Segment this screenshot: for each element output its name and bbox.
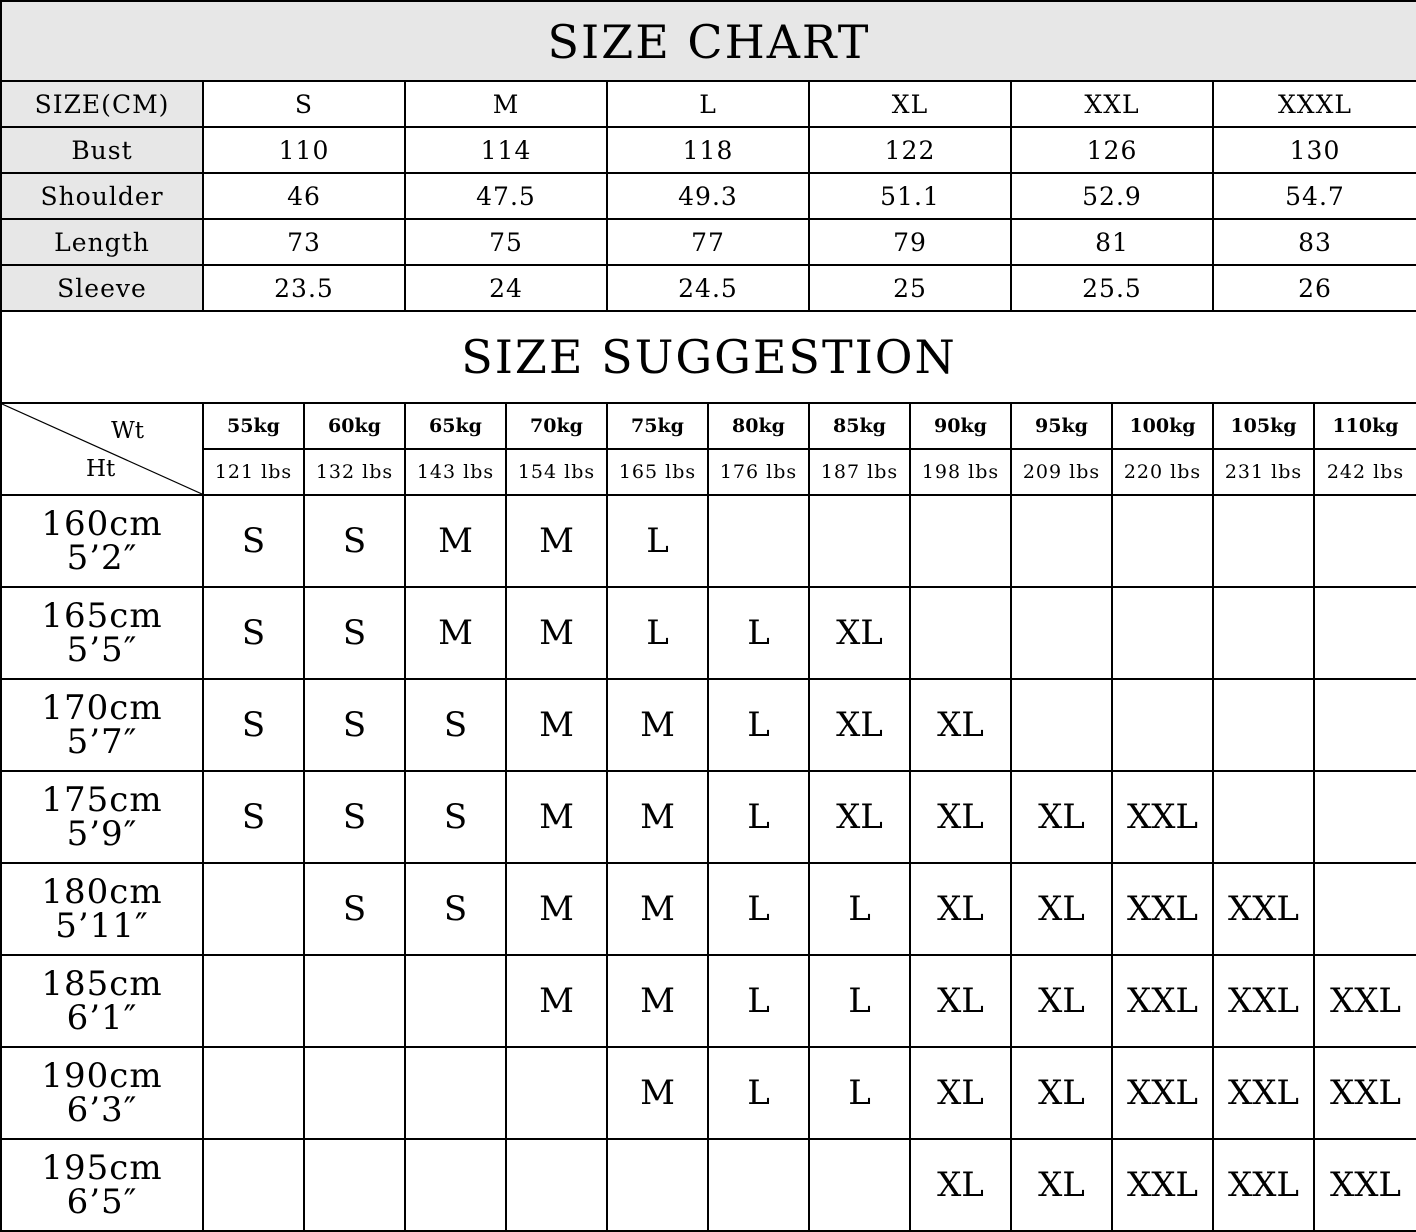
suggested-size-cell [1112, 679, 1213, 771]
suggested-size-cell: XXL [1213, 955, 1314, 1047]
size-suggestion-table [0, 402, 1416, 1232]
suggested-size-cell: XL [1011, 771, 1112, 863]
height-ft: 6’1″ [66, 998, 138, 1038]
suggested-size-cell: S [203, 679, 304, 771]
height-cm: 195cm [41, 1148, 163, 1188]
suggested-size-cell: L [708, 863, 809, 955]
suggested-size-cell [506, 1139, 607, 1231]
weight-lbs-header: 209 lbs [1011, 449, 1112, 495]
suggested-size-cell: XL [809, 679, 910, 771]
weight-kg-header: 80kg [708, 403, 809, 449]
suggested-size-cell [1314, 679, 1416, 771]
wt-ht-corner-cell [1, 403, 203, 495]
suggested-size-cell: L [607, 587, 708, 679]
weight-lbs-header: 165 lbs [607, 449, 708, 495]
suggested-size-cell: L [809, 955, 910, 1047]
height-row [1, 679, 1416, 771]
suggested-size-cell: S [304, 587, 405, 679]
suggested-size-cell [203, 955, 304, 1047]
weight-lbs-header: 231 lbs [1213, 449, 1314, 495]
suggested-size-cell [1112, 587, 1213, 679]
suggested-size-cell: XXL [1213, 863, 1314, 955]
height-cm: 170cm [41, 688, 163, 728]
suggested-size-cell: M [405, 587, 506, 679]
weight-kg-header: 75kg [607, 403, 708, 449]
measurement-label: Bust [1, 127, 203, 173]
size-chart-row [1, 265, 1416, 311]
suggested-size-cell: M [607, 955, 708, 1047]
height-cm: 190cm [41, 1056, 163, 1096]
height-label-cell [1, 495, 203, 587]
suggested-size-cell [1314, 587, 1416, 679]
measurement-value: 126 [1011, 127, 1213, 173]
weight-axis-label: Wt [111, 418, 144, 444]
suggested-size-cell: S [405, 863, 506, 955]
suggested-size-cell [1213, 679, 1314, 771]
suggested-size-cell: M [506, 955, 607, 1047]
measurement-value: 75 [405, 219, 607, 265]
suggested-size-cell [1213, 771, 1314, 863]
suggested-size-cell: XXL [1314, 1047, 1416, 1139]
weight-kg-header: 90kg [910, 403, 1011, 449]
size-chart-title: SIZE CHART [0, 0, 1416, 82]
size-chart-header-row [1, 81, 1416, 127]
suggested-size-cell: M [607, 1047, 708, 1139]
suggested-size-cell: L [708, 587, 809, 679]
measurement-value: 49.3 [607, 173, 809, 219]
measurement-value: 23.5 [203, 265, 405, 311]
suggested-size-cell: M [607, 863, 708, 955]
weight-kg-header: 100kg [1112, 403, 1213, 449]
suggested-size-cell [1112, 495, 1213, 587]
weight-lbs-header: 154 lbs [506, 449, 607, 495]
suggested-size-cell: XXL [1112, 771, 1213, 863]
suggested-size-cell [203, 1139, 304, 1231]
suggested-size-cell: XXL [1112, 955, 1213, 1047]
suggested-size-cell [607, 1139, 708, 1231]
weight-lbs-row [1, 449, 1416, 495]
suggested-size-cell: S [304, 771, 405, 863]
suggested-size-cell: XL [910, 863, 1011, 955]
weight-lbs-header: 220 lbs [1112, 449, 1213, 495]
suggested-size-cell: L [708, 955, 809, 1047]
size-column-header: XL [809, 81, 1011, 127]
suggested-size-cell: M [607, 679, 708, 771]
height-ft: 6’5″ [66, 1182, 138, 1222]
suggested-size-cell: S [405, 679, 506, 771]
height-ft: 5’9″ [66, 814, 138, 854]
height-cm: 185cm [41, 964, 163, 1004]
suggested-size-cell [1011, 679, 1112, 771]
suggested-size-cell: L [809, 863, 910, 955]
measurement-value: 73 [203, 219, 405, 265]
measurement-value: 52.9 [1011, 173, 1213, 219]
measurement-value: 25 [809, 265, 1011, 311]
size-chart-table [0, 80, 1416, 312]
measurement-value: 122 [809, 127, 1011, 173]
suggested-size-cell: XL [1011, 955, 1112, 1047]
suggested-size-cell [405, 1139, 506, 1231]
suggested-size-cell: XL [1011, 863, 1112, 955]
height-ft: 5’2″ [66, 538, 138, 578]
height-row [1, 771, 1416, 863]
suggested-size-cell: L [809, 1047, 910, 1139]
size-column-header: L [607, 81, 809, 127]
suggested-size-cell [506, 1047, 607, 1139]
suggested-size-cell: XL [910, 1047, 1011, 1139]
suggested-size-cell: XXL [1213, 1047, 1314, 1139]
suggested-size-cell [304, 955, 405, 1047]
suggested-size-cell: XL [1011, 1047, 1112, 1139]
height-row [1, 863, 1416, 955]
size-chart-row [1, 173, 1416, 219]
suggested-size-cell [1314, 495, 1416, 587]
height-ft: 5’11″ [55, 906, 149, 946]
suggested-size-cell [910, 495, 1011, 587]
suggested-size-cell: XL [910, 955, 1011, 1047]
suggested-size-cell: XL [910, 1139, 1011, 1231]
measurement-value: 51.1 [809, 173, 1011, 219]
suggested-size-cell [910, 587, 1011, 679]
suggested-size-cell: L [607, 495, 708, 587]
suggested-size-cell: M [506, 679, 607, 771]
measurement-value: 110 [203, 127, 405, 173]
height-cm: 160cm [41, 504, 163, 544]
measurement-value: 118 [607, 127, 809, 173]
suggested-size-cell [1213, 495, 1314, 587]
suggested-size-cell [809, 495, 910, 587]
suggested-size-cell: XXL [1112, 1139, 1213, 1231]
suggested-size-cell: XL [910, 771, 1011, 863]
suggested-size-cell [1011, 587, 1112, 679]
suggested-size-cell: M [506, 771, 607, 863]
height-row [1, 955, 1416, 1047]
measurement-label: Length [1, 219, 203, 265]
suggested-size-cell: XXL [1112, 1047, 1213, 1139]
size-suggestion-title: SIZE SUGGESTION [0, 312, 1416, 402]
weight-kg-header: 110kg [1314, 403, 1416, 449]
measurement-value: 25.5 [1011, 265, 1213, 311]
suggested-size-cell: XL [809, 587, 910, 679]
suggested-size-cell [708, 1139, 809, 1231]
weight-lbs-header: 187 lbs [809, 449, 910, 495]
measurement-value: 26 [1213, 265, 1416, 311]
weight-lbs-header: 143 lbs [405, 449, 506, 495]
weight-lbs-header: 121 lbs [203, 449, 304, 495]
height-ft: 6’3″ [66, 1090, 138, 1130]
suggested-size-cell [1314, 863, 1416, 955]
suggested-size-cell: L [708, 1047, 809, 1139]
suggested-size-cell: M [607, 771, 708, 863]
size-column-header: S [203, 81, 405, 127]
measurement-label: Sleeve [1, 265, 203, 311]
height-row [1, 495, 1416, 587]
suggested-size-cell [203, 1047, 304, 1139]
measurement-value: 81 [1011, 219, 1213, 265]
suggested-size-cell [1213, 587, 1314, 679]
measurement-value: 114 [405, 127, 607, 173]
suggested-size-cell: S [304, 863, 405, 955]
size-column-header: XXL [1011, 81, 1213, 127]
suggested-size-cell: L [708, 771, 809, 863]
weight-kg-header: 55kg [203, 403, 304, 449]
weight-kg-header: 105kg [1213, 403, 1314, 449]
weight-kg-header: 70kg [506, 403, 607, 449]
suggested-size-cell: S [203, 771, 304, 863]
height-cm: 175cm [41, 780, 163, 820]
height-axis-label: Ht [86, 456, 116, 482]
measurement-value: 130 [1213, 127, 1416, 173]
suggested-size-cell [304, 1047, 405, 1139]
suggested-size-cell: XL [910, 679, 1011, 771]
measurement-value: 24.5 [607, 265, 809, 311]
suggested-size-cell [1011, 495, 1112, 587]
suggested-size-cell: M [405, 495, 506, 587]
size-chart-header-label: SIZE(CM) [1, 81, 203, 127]
weight-lbs-header: 176 lbs [708, 449, 809, 495]
suggested-size-cell [809, 1139, 910, 1231]
size-column-header: XXXL [1213, 81, 1416, 127]
height-label-cell [1, 679, 203, 771]
suggested-size-cell [304, 1139, 405, 1231]
suggested-size-cell: XXL [1314, 1139, 1416, 1231]
suggested-size-cell: M [506, 587, 607, 679]
height-label-cell [1, 587, 203, 679]
suggested-size-cell: S [203, 587, 304, 679]
weight-kg-header: 85kg [809, 403, 910, 449]
suggested-size-cell: S [203, 495, 304, 587]
size-column-header: M [405, 81, 607, 127]
measurement-value: 83 [1213, 219, 1416, 265]
suggested-size-cell: M [506, 495, 607, 587]
height-row [1, 587, 1416, 679]
suggested-size-cell: XXL [1314, 955, 1416, 1047]
measurement-value: 54.7 [1213, 173, 1416, 219]
height-ft: 5’7″ [66, 722, 138, 762]
suggested-size-cell: S [405, 771, 506, 863]
height-label-cell [1, 863, 203, 955]
weight-lbs-header: 198 lbs [910, 449, 1011, 495]
suggested-size-cell: XXL [1112, 863, 1213, 955]
size-chart-row [1, 127, 1416, 173]
suggested-size-cell [405, 1047, 506, 1139]
suggested-size-cell: S [304, 679, 405, 771]
suggested-size-cell [708, 495, 809, 587]
height-row [1, 1047, 1416, 1139]
height-row [1, 1139, 1416, 1231]
height-label-cell [1, 1047, 203, 1139]
measurement-value: 24 [405, 265, 607, 311]
weight-kg-row [1, 403, 1416, 449]
weight-kg-header: 95kg [1011, 403, 1112, 449]
measurement-label: Shoulder [1, 173, 203, 219]
size-chart-row [1, 219, 1416, 265]
weight-kg-header: 65kg [405, 403, 506, 449]
height-label-cell [1, 955, 203, 1047]
measurement-value: 46 [203, 173, 405, 219]
suggested-size-cell: XL [1011, 1139, 1112, 1231]
suggested-size-cell: S [304, 495, 405, 587]
measurement-value: 79 [809, 219, 1011, 265]
weight-kg-header: 60kg [304, 403, 405, 449]
suggested-size-cell: XL [809, 771, 910, 863]
height-ft: 5’5″ [66, 630, 138, 670]
suggested-size-cell: M [506, 863, 607, 955]
height-label-cell [1, 1139, 203, 1231]
height-label-cell [1, 771, 203, 863]
suggested-size-cell [1314, 771, 1416, 863]
weight-lbs-header: 132 lbs [304, 449, 405, 495]
measurement-value: 77 [607, 219, 809, 265]
suggested-size-cell [405, 955, 506, 1047]
height-cm: 180cm [41, 872, 163, 912]
suggested-size-cell: XXL [1213, 1139, 1314, 1231]
measurement-value: 47.5 [405, 173, 607, 219]
weight-lbs-header: 242 lbs [1314, 449, 1416, 495]
height-cm: 165cm [41, 596, 163, 636]
suggested-size-cell [203, 863, 304, 955]
suggested-size-cell: L [708, 679, 809, 771]
